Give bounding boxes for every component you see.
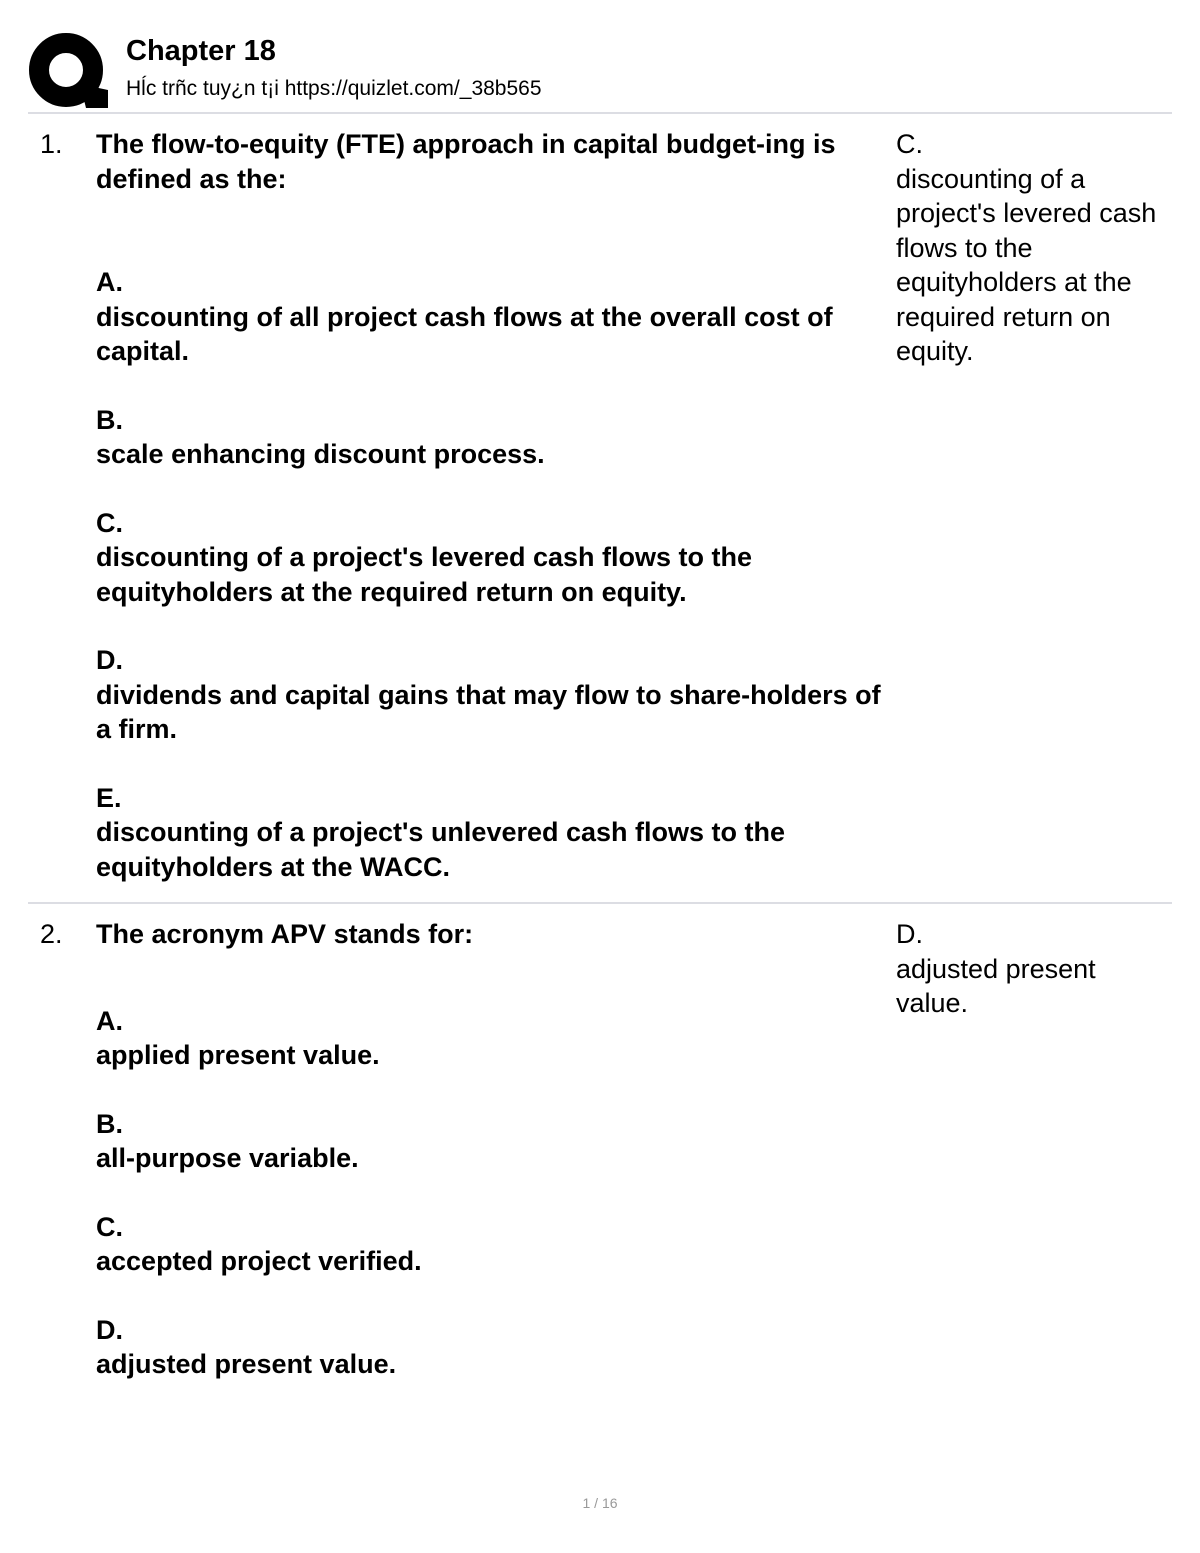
question-number: 2. [40, 919, 63, 949]
option-letter: D. [96, 1314, 123, 1345]
option-c [96, 1210, 896, 1279]
header-divider [28, 112, 1172, 114]
question-column [96, 127, 896, 884]
option-letter: C. [96, 507, 123, 538]
answer-column [896, 127, 1166, 369]
question-number: 1. [40, 129, 63, 159]
option-text: discounting of a project's unlevered cash flows to the equityholders at the WACC. [96, 817, 786, 882]
option-text: discounting of a project's levered cash flows to the equityholders at the required return on equity. [96, 542, 753, 607]
option-d [96, 643, 896, 747]
document-source-link[interactable]: Hĺc trñc tuy¿n t¡i https://quizlet.com/_38b565 [126, 77, 542, 100]
option-d [96, 1313, 896, 1382]
option-a [96, 1004, 896, 1073]
option-text: adjusted present value. [96, 1349, 397, 1379]
option-a [96, 265, 896, 369]
question-card-2 [28, 917, 1172, 1407]
option-text: discounting of all project cash flows at the overall cost of capital. [96, 301, 833, 366]
question-column [96, 917, 896, 1382]
answer-text: adjusted present value. [896, 953, 1096, 1018]
option-letter: A. [96, 267, 123, 297]
answer-letter: D. [896, 919, 923, 949]
option-b [96, 403, 896, 472]
option-letter: B. [96, 404, 123, 435]
answer-text: discounting of a project's levered cash flows to the equityholders at the required return on equity. [896, 163, 1157, 366]
option-letter: C. [96, 1211, 123, 1242]
option-letter: E. [96, 782, 122, 813]
page-number: 1 / 16 [582, 1495, 618, 1511]
option-text: applied present value. [96, 1040, 380, 1070]
option-text: accepted project verified. [96, 1246, 422, 1276]
option-e [96, 781, 896, 885]
option-letter: B. [96, 1108, 123, 1139]
option-letter: A. [96, 1005, 123, 1036]
option-letter: D. [96, 645, 123, 675]
question-card-1 [28, 127, 1172, 892]
answer-column [896, 917, 1166, 1021]
quizlet-logo-icon [28, 32, 108, 108]
question-text: The flow-to-equity (FTE) approach in capital budget-ing is defined as the: [96, 129, 836, 194]
document-title: Chapter 18 [126, 35, 276, 67]
answer-letter: C. [896, 129, 923, 159]
option-b [96, 1107, 896, 1176]
document-header [28, 28, 1172, 112]
option-text: scale enhancing discount process. [96, 439, 545, 469]
option-text: all-purpose variable. [96, 1143, 359, 1173]
question-text: The acronym APV stands for: [96, 919, 474, 949]
option-text: dividends and capital gains that may flow to share-holders of a firm. [96, 679, 881, 744]
option-c [96, 506, 896, 610]
question-divider [28, 902, 1172, 904]
